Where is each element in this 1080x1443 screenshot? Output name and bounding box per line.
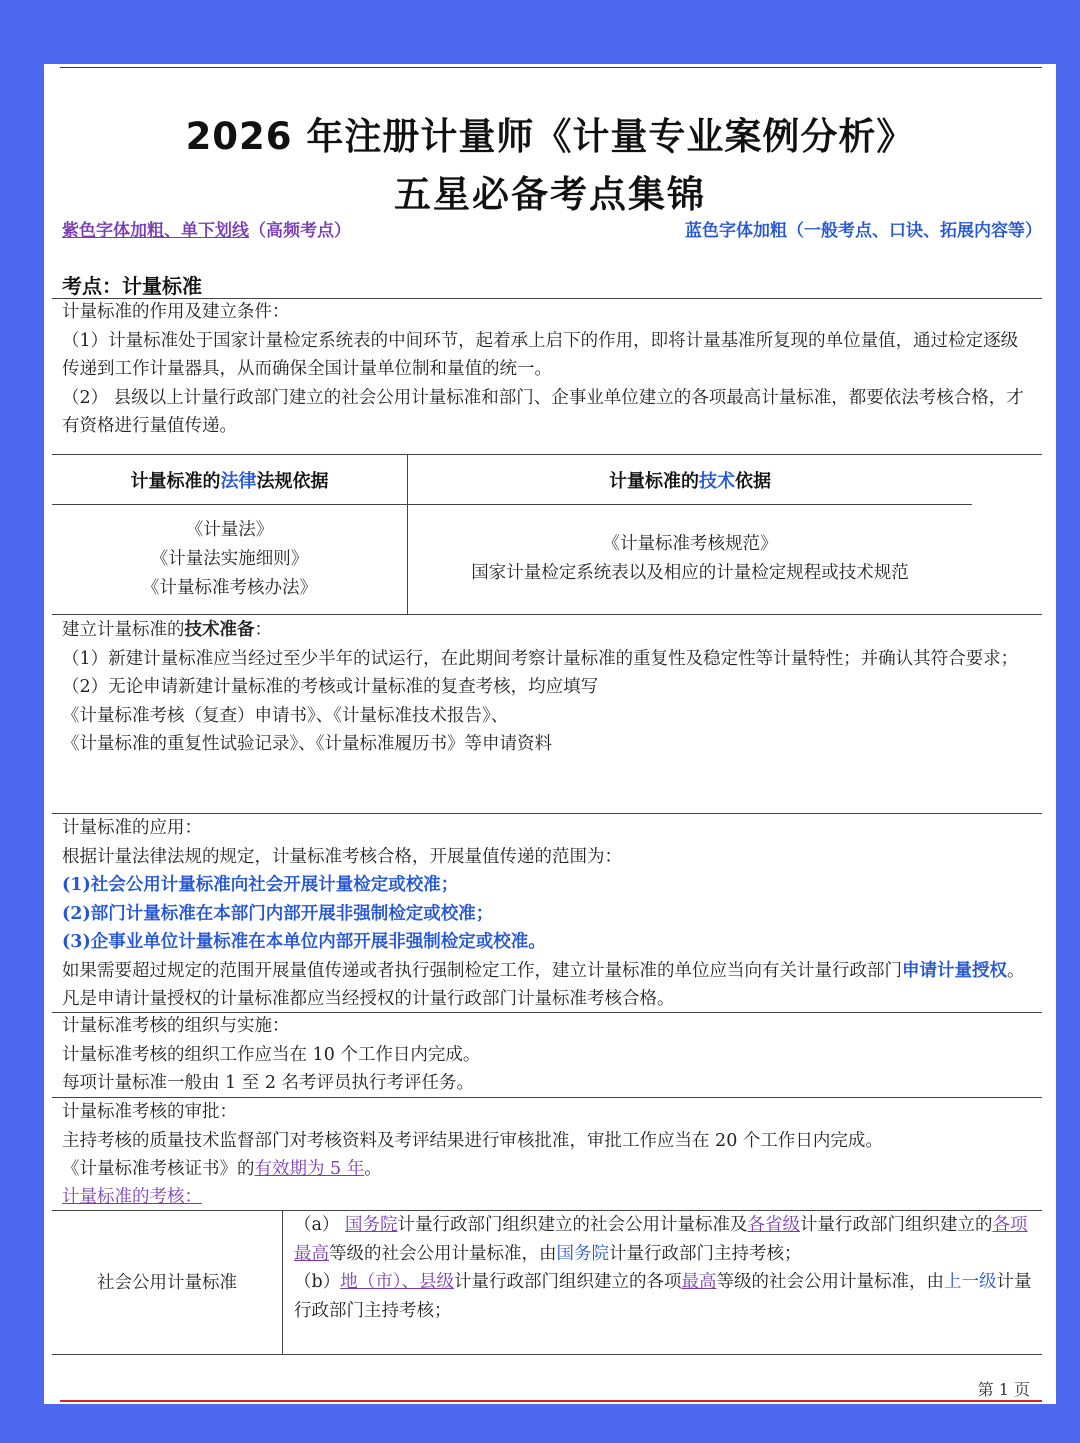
document-page xyxy=(44,64,1056,1404)
approval-block xyxy=(62,1098,1034,1184)
table-header-border xyxy=(52,504,972,505)
doc-title-line1: 2026 年注册计量师《计量专业案例分析》 xyxy=(185,115,915,158)
exam-heading-row xyxy=(62,1183,1034,1212)
table-top-border xyxy=(52,454,1042,455)
divider xyxy=(52,614,1042,615)
intro-p1: （1）计量标准处于国家计量检定系统表的中间环节，起着承上启下的作用，即将计量基准所复现的单位量值，通过检定逐级传递到工作计量器具，从而确保全国计量单位制和量值的统一。 xyxy=(62,330,1019,379)
section-title: 考点：计量标准 xyxy=(62,274,202,298)
tech-basis-list: 《计量标准考核规范》 国家计量检定系统表以及相应的计量检定规程或技术规范 xyxy=(471,534,909,583)
exam-heading: 计量标准的考核： xyxy=(62,1187,202,1207)
organization-block xyxy=(62,1012,1034,1098)
tech-prep-p1: （1）新建计量标准应当经过至少半年的试运行，在此期间考察计量标准的重复性及稳定性等计量特性；并确认其符合要求； xyxy=(62,648,1019,669)
tech-prep-block xyxy=(62,616,1034,759)
organization-p1: 计量标准考核的组织工作应当在 10 个工作日内完成。 xyxy=(62,1044,481,1065)
exam-table-bottom-border xyxy=(52,1354,1042,1355)
tech-prep-p3: 《计量标准考核（复查）申请书》、《计量标准技术报告》、 xyxy=(62,705,509,726)
legend-purple: 紫色字体加粗、单下划线（高频考点） xyxy=(62,221,351,241)
organization-heading: 计量标准考核的组织与实施： xyxy=(62,1016,290,1036)
approval-heading: 计量标准考核的审批： xyxy=(62,1102,237,1122)
exam-rule-b: （b）地（市）、县级计量行政部门组织建立的各项最高等级的社会公用计量标准，由上一级计量行政部门主持考核； xyxy=(294,1272,1032,1321)
top-rule xyxy=(60,67,1042,68)
doc-title-line2: 五星必备考点集锦 xyxy=(394,173,706,216)
exam-rule-a: （a） 国务院计量行政部门组织建立的社会公用计量标准及各省级计量行政部门组织建立的各项最高等级的社会公用计量标准，由国务院计量行政部门主持考核； xyxy=(294,1215,1028,1264)
application-note: 如果需要超过规定的范围开展量值传递或者执行强制检定工作，建立计量标准的单位应当向有关计量行政部门申请计量授权。凡是申请计量授权的计量标准都应当经授权的计量行政部门计量标准考核合格。 xyxy=(62,960,1025,1009)
intro-block xyxy=(62,298,1034,441)
application-block xyxy=(62,814,1034,1014)
exam-rule-text xyxy=(294,1211,1034,1325)
approval-p1: 主持考核的质量技术监督部门对考核资料及考评结果进行审核批准，审批工作应当在 20 个工作日内完成。 xyxy=(62,1130,883,1151)
tech-prep-p4: 《计量标准的重复性试验记录》、《计量标准履历书》等申请资料 xyxy=(62,734,552,754)
legend-blue: 蓝色字体加粗（一般考点、口诀、拓展内容等） xyxy=(685,221,1042,241)
tech-prep-p2: （2）无论申请新建计量标准的考核或计量标准的复查考核，均应填写 xyxy=(62,677,599,697)
legal-basis-header: 计量标准的法律法规依据 xyxy=(130,471,329,492)
bottom-red-rule xyxy=(60,1400,1042,1402)
intro-p2: （2） 县级以上计量行政部门建立的社会公用计量标准和部门、企事业单位建立的各项最高计量标准，都要依法考核合格，才有资格进行量值传递。 xyxy=(62,387,1024,436)
tech-basis-header: 计量标准的技术依据 xyxy=(609,471,771,492)
tech-prep-heading: 建立计量标准的技术准备： xyxy=(62,620,272,640)
application-heading: 计量标准的应用： xyxy=(62,818,202,838)
application-item-3: (3)企事业单位计量标准在本单位内部开展非强制检定或校准。 xyxy=(62,932,546,952)
exam-row-label: 社会公用计量标准 xyxy=(97,1273,237,1293)
application-intro: 根据计量法律法规的规定，计量标准考核合格，开展量值传递的范围为： xyxy=(62,846,622,867)
exam-col-divider xyxy=(282,1210,283,1354)
organization-p2: 每项计量标准一般由 1 至 2 名考评员执行考评任务。 xyxy=(62,1073,475,1093)
legal-basis-list: 《计量法》 《计量法实施细则》 《计量标准考核办法》 xyxy=(142,520,317,598)
page-number: 第 1 页 xyxy=(977,1380,1030,1399)
approval-p2: 《计量标准考核证书》的有效期为 5 年。 xyxy=(62,1159,382,1179)
application-item-2: (2)部门计量标准在本部门内部开展非强制检定或校准； xyxy=(62,903,494,924)
intro-heading: 计量标准的作用及建立条件： xyxy=(62,302,290,322)
application-item-1: (1)社会公用计量标准向社会开展计量检定或校准； xyxy=(62,875,459,895)
